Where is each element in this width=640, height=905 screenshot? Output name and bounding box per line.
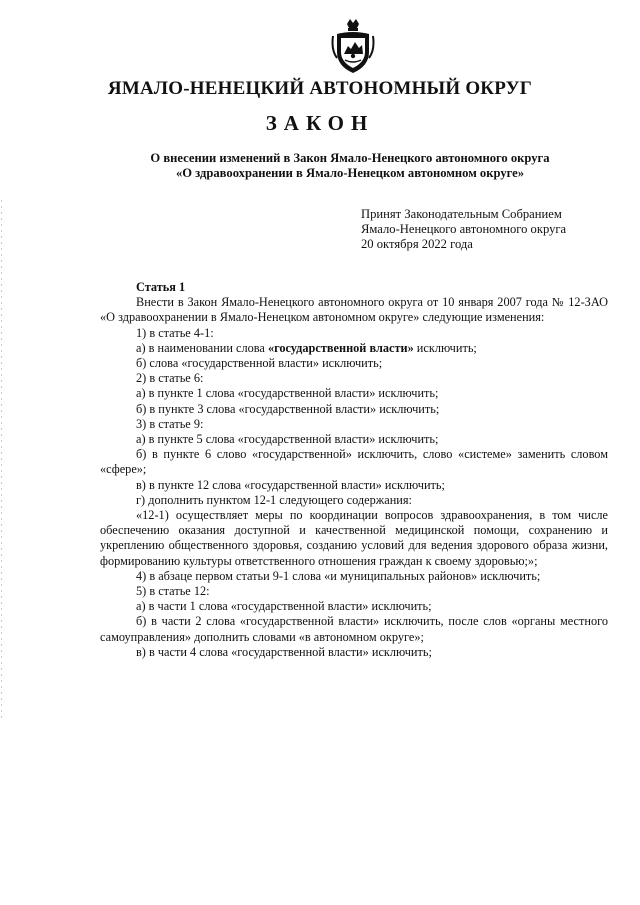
item-2: 2) в статье 6: (136, 371, 204, 386)
law-title-line-2: «О здравоохранении в Ямало-Ненецком автономном округе» (175, 166, 525, 180)
item-1a-pre: а) в наименовании слова (136, 340, 268, 355)
item-5: 5) в статье 12: (136, 584, 210, 599)
item-5b: б) в части 2 слова «государственной власти» исключить, после слов «органы местного самоуправления» дополнить словами «в автономном округе»; (100, 614, 608, 644)
item-1a (100, 341, 608, 356)
region-name: ЯМАЛО-НЕНЕЦКИЙ АВТОНОМНЫЙ ОКРУГ (107, 78, 533, 99)
item-1a-post: исключить; (413, 340, 477, 355)
adoption-block (361, 207, 621, 252)
item-3b: б) в пункте 6 слово «государственной» исключить, слово «системе» заменить словом «сфере»; (100, 447, 608, 477)
adoption-date: 20 октября 2022 года (361, 237, 473, 251)
item-1b: б) слова «государственной власти» исключить; (136, 356, 383, 371)
adoption-line-2: Ямало-Ненецкого автономного округа (361, 222, 567, 236)
article-heading: Статья 1 (136, 280, 186, 294)
article-body (100, 280, 608, 660)
item-5v: в) в части 4 слова «государственной власти» исключить; (136, 644, 432, 659)
item-1a-bold: «государственной власти» (267, 340, 414, 355)
item-3a: а) в пункте 5 слова «государственной власти» исключить; (136, 432, 439, 447)
item-2b: б) в пункте 3 слова «государственной власти» исключить; (136, 401, 440, 416)
item-3g-quote: «12-1) осуществляет меры по координации вопросов здравоохранения, в том числе обеспечению оказания доступной и качественной медицинской помощи, сохранению и укреплению общественного здоровья, созданию условий для ведения здорового образа жизни, формированию культуры ответственного отношения граждан к своему здоровью;»; (100, 508, 608, 568)
item-3v: в) в пункте 12 слова «государственной власти» исключить; (136, 477, 445, 492)
item-2a: а) в пункте 1 слова «государственной власти» исключить; (136, 386, 439, 401)
item-4: 4) в абзаце первом статьи 9-1 слова «и муниципальных районов» исключить; (136, 568, 541, 583)
document-type: ЗАКОН (265, 111, 375, 135)
item-1: 1) в статье 4-1: (136, 325, 214, 340)
scan-edge-mark (1, 200, 2, 720)
law-title (90, 151, 610, 181)
item-3g: г) дополнить пунктом 12-1 следующего содержания: (136, 492, 412, 507)
item-5a: а) в части 1 слова «государственной власти» исключить; (136, 599, 432, 614)
law-title-line-1: О внесении изменений в Закон Ямало-Ненецкого автономного округа (150, 151, 550, 165)
adoption-line-1: Принят Законодательным Собранием (361, 207, 562, 221)
coat-of-arms-icon (331, 18, 375, 76)
article-intro: Внести в Закон Ямало-Ненецкого автономного округа от 10 января 2007 года № 12-ЗАО «О здравоохранении в Ямало-Ненецком автономном округе» следующие изменения: (100, 295, 608, 325)
item-3: 3) в статье 9: (136, 416, 204, 431)
